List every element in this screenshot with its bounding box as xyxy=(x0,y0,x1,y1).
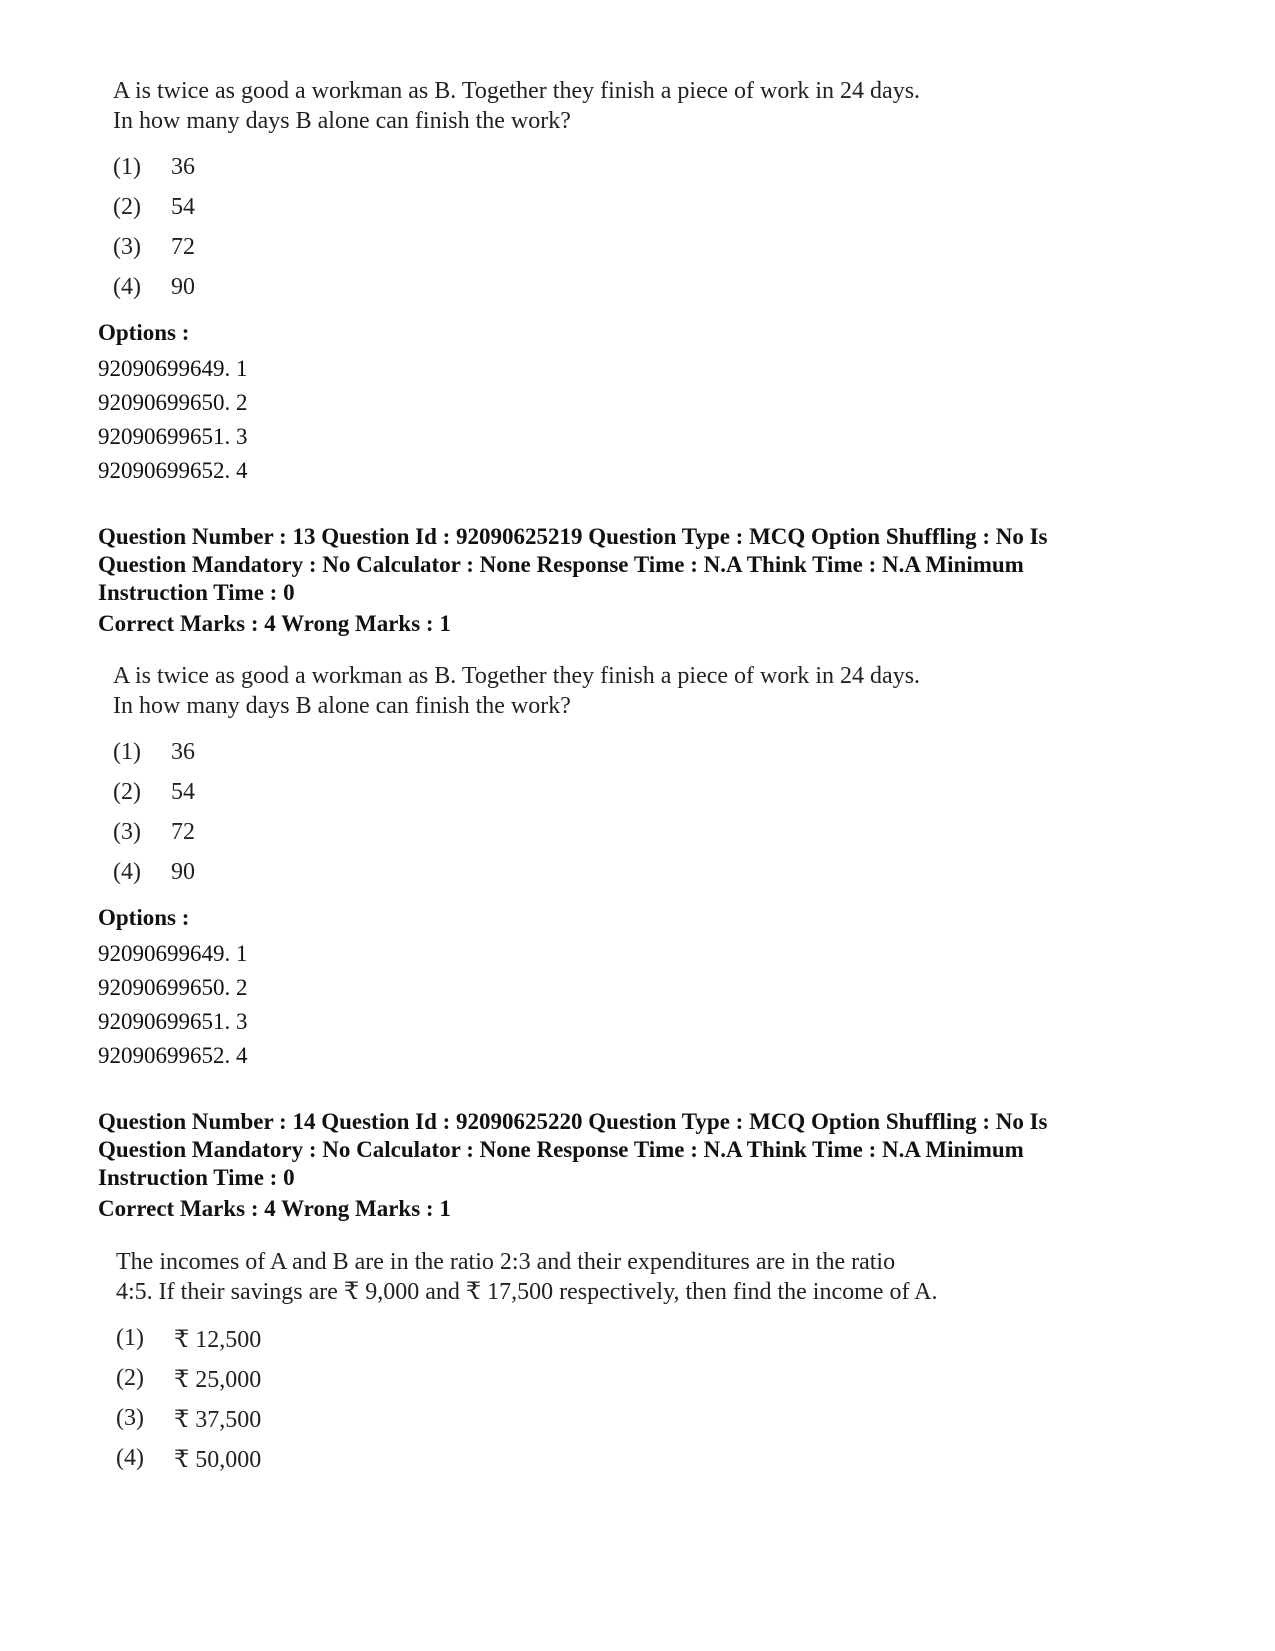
meta-line: Instruction Time : 0 xyxy=(98,1165,295,1190)
options-heading: Options : xyxy=(98,320,190,345)
choice-number: (2) xyxy=(113,779,141,805)
meta-line: Question Mandatory : No Calculator : None Response Time : N.A Think Time : N.A Minimum xyxy=(98,552,1024,577)
answer-choice xyxy=(113,274,195,314)
answer-choice xyxy=(113,779,195,819)
choice-value: 54 xyxy=(171,194,195,220)
question-meta xyxy=(98,523,1218,607)
option-item: 92090699651. 3 xyxy=(98,424,248,449)
option-item: 92090699649. 1 xyxy=(98,941,248,966)
choice-value: ₹ 12,500 xyxy=(174,1327,262,1353)
meta-line: Question Mandatory : No Calculator : None Response Time : N.A Think Time : N.A Minimum xyxy=(98,1137,1024,1162)
option-item: 92090699650. 2 xyxy=(98,390,248,415)
choice-value: ₹ 37,500 xyxy=(174,1407,262,1433)
option-item: 92090699652. 4 xyxy=(98,458,248,483)
answer-choice xyxy=(113,234,195,274)
answer-choice xyxy=(116,1405,261,1445)
question-line: The incomes of A and B are in the ratio 2:3 and their expenditures are in the ratio xyxy=(116,1249,896,1275)
choice-value: ₹ 50,000 xyxy=(174,1447,262,1473)
choice-value: 72 xyxy=(171,234,195,260)
answer-choices xyxy=(116,1325,261,1485)
answer-choices xyxy=(113,154,195,314)
option-item: 92090699649. 1 xyxy=(98,356,248,381)
choice-number: (3) xyxy=(113,819,141,845)
question-text xyxy=(113,76,1113,136)
option-item: 92090699651. 3 xyxy=(98,1009,248,1034)
choice-number: (1) xyxy=(113,154,141,180)
question-text xyxy=(116,1247,1116,1307)
marks-line: Correct Marks : 4 Wrong Marks : 1 xyxy=(98,611,451,636)
choice-value: 54 xyxy=(171,779,195,805)
meta-line: Question Number : 14 Question Id : 92090625220 Question Type : MCQ Option Shuffling : No Is xyxy=(98,1109,1048,1134)
choice-number: (4) xyxy=(113,859,141,885)
options-list xyxy=(98,937,248,1073)
answer-choice xyxy=(113,194,195,234)
choice-number: (1) xyxy=(116,1325,144,1351)
question-line: 4:5. If their savings are ₹ 9,000 and ₹ 17,500 respectively, then find the income of A. xyxy=(116,1279,938,1305)
question-line: A is twice as good a workman as B. Together they finish a piece of work in 24 days. xyxy=(113,78,921,104)
choice-value: 36 xyxy=(171,154,195,180)
question-line: In how many days B alone can finish the work? xyxy=(113,108,571,134)
choice-value: ₹ 25,000 xyxy=(174,1367,262,1393)
choice-number: (2) xyxy=(113,194,141,220)
meta-line: Question Number : 13 Question Id : 92090625219 Question Type : MCQ Option Shuffling : No Is xyxy=(98,524,1048,549)
options-heading: Options : xyxy=(98,905,190,930)
answer-choice xyxy=(116,1325,261,1365)
answer-choice xyxy=(116,1445,261,1485)
answer-choice xyxy=(116,1365,261,1405)
choice-number: (1) xyxy=(113,739,141,765)
answer-choice xyxy=(113,739,195,779)
choice-value: 36 xyxy=(171,739,195,765)
question-line: In how many days B alone can finish the work? xyxy=(113,693,571,719)
marks-line: Correct Marks : 4 Wrong Marks : 1 xyxy=(98,1196,451,1221)
option-item: 92090699650. 2 xyxy=(98,975,248,1000)
options-list xyxy=(98,352,248,488)
choice-number: (4) xyxy=(113,274,141,300)
choice-value: 72 xyxy=(171,819,195,845)
meta-line: Instruction Time : 0 xyxy=(98,580,295,605)
choice-number: (4) xyxy=(116,1445,144,1471)
choice-number: (2) xyxy=(116,1365,144,1391)
choice-value: 90 xyxy=(171,859,195,885)
choice-value: 90 xyxy=(171,274,195,300)
answer-choice xyxy=(113,154,195,194)
question-text xyxy=(113,661,1113,721)
question-meta xyxy=(98,1108,1218,1192)
option-item: 92090699652. 4 xyxy=(98,1043,248,1068)
question-line: A is twice as good a workman as B. Together they finish a piece of work in 24 days. xyxy=(113,663,921,689)
answer-choices xyxy=(113,739,195,899)
answer-choice xyxy=(113,859,195,899)
choice-number: (3) xyxy=(113,234,141,260)
answer-choice xyxy=(113,819,195,859)
choice-number: (3) xyxy=(116,1405,144,1431)
